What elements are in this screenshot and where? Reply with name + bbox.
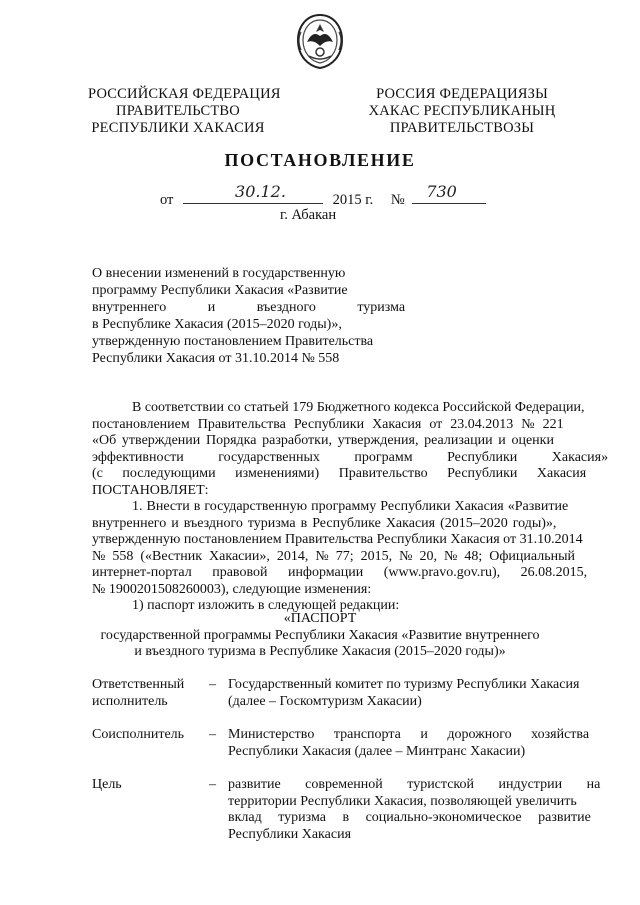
subject-line: внутреннего и въездного туризма bbox=[92, 300, 406, 315]
subject-line: О внесении изменений в государственную bbox=[92, 266, 346, 281]
preamble-line: ПОСТАНОВЛЯЕТ: bbox=[92, 482, 209, 498]
passport-row-value: Государственный комитет по туризму Республики Хакасия (далее – Госкомтуризм Хакасии) bbox=[228, 677, 580, 709]
header-right-line: РОССИЯ ФЕДЕРАЦИЯЗЫ bbox=[376, 86, 548, 102]
subject-block bbox=[92, 265, 406, 367]
item1-line: № 558 («Вестник Хакасии», 2014, № 77; 2015, № 20, № 48; Официальный bbox=[92, 548, 575, 564]
passport-heading-line: государственной программы Республики Хакасия «Развитие внутреннего bbox=[100, 627, 540, 643]
passport-row-dash: – bbox=[209, 777, 216, 792]
header-right-block bbox=[362, 86, 562, 137]
date-prefix: от bbox=[160, 192, 174, 208]
passport-row-label: Ответственный исполнитель bbox=[92, 677, 185, 709]
passport-heading-line: и въездного туризма в Республике Хакасия (2015–2020 годы)» bbox=[134, 644, 506, 659]
preamble-line: (с последующими изменениями) Правительство Республики Хакасия bbox=[92, 466, 587, 481]
subject-line: Республики Хакасия от 31.10.2014 № 558 bbox=[92, 351, 340, 366]
subject-line: в Республике Хакасия (2015–2020 годы)», bbox=[92, 317, 342, 332]
passport-heading-line: «ПАСПОРТ bbox=[283, 611, 357, 626]
coat-of-arms-emblem bbox=[293, 12, 347, 70]
handwritten-number: 730 bbox=[426, 182, 457, 201]
passport-row-label: Цель bbox=[92, 777, 122, 792]
item1-line: интернет-портал правовой информации (www.pravo.gov.ru), 26.08.2015, bbox=[92, 565, 588, 580]
handwritten-date: 30.12. bbox=[235, 182, 286, 201]
item1-line: утвержденную постановлением Правительства Республики Хакасия от 31.10.2014 bbox=[92, 532, 583, 547]
header-left-block bbox=[88, 86, 281, 137]
preamble-line: постановлением Правительства Республики Хакасия от 23.04.2013 № 221 bbox=[92, 416, 564, 432]
item1-line: 1. Внести в государственную программу Республики Хакасия «Развитие bbox=[132, 499, 569, 514]
passport-row-value: Министерство транспорта и дорожного хозяйства Республики Хакасия (далее – Минтранс Хакасии) bbox=[228, 727, 590, 759]
item1-line: внутреннего и въездного туризма в Республике Хакасия (2015–2020 годы)», bbox=[92, 515, 557, 531]
header-left-line: РЕСПУБЛИКИ ХАКАСИЯ bbox=[91, 120, 265, 136]
date-field bbox=[183, 182, 323, 204]
year-text: 2015 г. bbox=[332, 192, 374, 208]
header-right-line: ХАКАС РЕСПУБЛИКАНЫҢ bbox=[368, 103, 556, 119]
subitem1-line: 1) паспорт изложить в следующей редакции: bbox=[132, 598, 400, 613]
date-number-line bbox=[160, 182, 486, 209]
header-right-line: ПРАВИТЕЛЬСТВОЗЫ bbox=[389, 120, 535, 136]
preamble-line: эффективности государственных программ Республики Хакасия» bbox=[92, 449, 609, 465]
passport-row-label: Соисполнитель bbox=[92, 727, 185, 742]
passport-row-value: развитие современной туристской индустрии на территории Республики Хакасия, позволяющей увеличить вклад туризма в социально-экономическое развитие Республики Хакасия bbox=[228, 777, 601, 842]
city-name: г. Абакан bbox=[280, 207, 337, 223]
passport-heading bbox=[0, 611, 640, 661]
header-left-line: РОССИЙСКАЯ ФЕДЕРАЦИЯ bbox=[88, 86, 281, 102]
document-title: ПОСТАНОВЛЕНИЕ bbox=[224, 150, 416, 170]
passport-row-dash: – bbox=[209, 727, 216, 742]
subject-line: утвержденную постановлением Правительства bbox=[92, 334, 374, 349]
body-text bbox=[92, 400, 609, 615]
item1-line: № 1900201508260003), следующие изменения: bbox=[92, 581, 372, 597]
number-field bbox=[412, 182, 486, 204]
preamble-line: В соответствии со статьей 179 Бюджетного кодекса Российской Федерации, bbox=[132, 400, 585, 415]
passport-row-dash: – bbox=[209, 677, 216, 692]
preamble-line: «Об утверждении Порядка разработки, утверждения, реализации и оценки bbox=[92, 433, 554, 448]
header-left-line: ПРАВИТЕЛЬСТВО bbox=[116, 103, 240, 119]
subject-line: программу Республики Хакасия «Развитие bbox=[92, 283, 348, 298]
number-sign: № bbox=[390, 192, 405, 208]
